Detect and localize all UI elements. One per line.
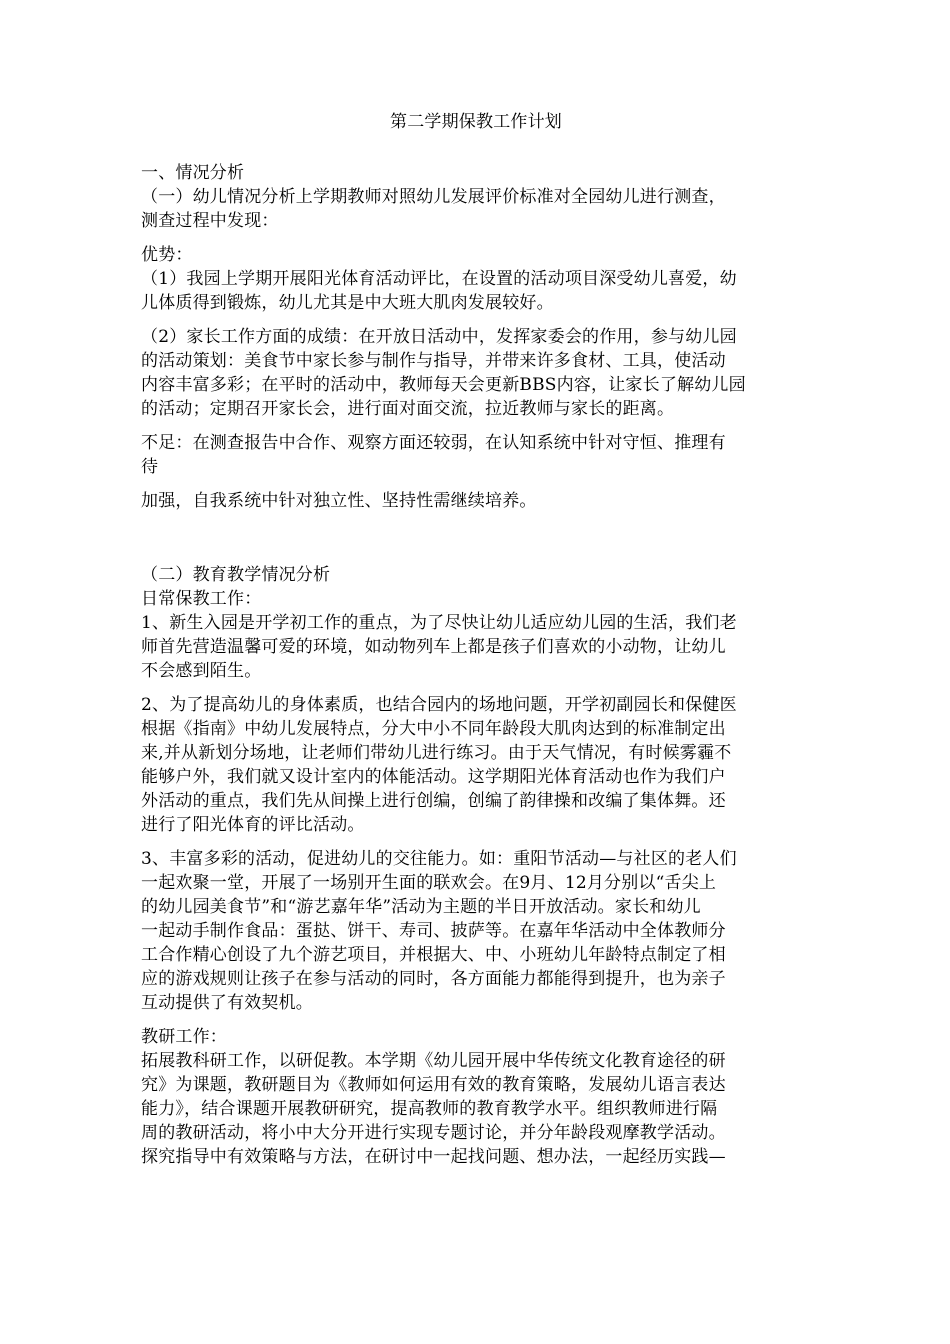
text-line: 进行了阳光体育的评比活动。 (141, 815, 365, 835)
text-line: 不会感到陌生。 (141, 661, 262, 681)
text-line: 2、为了提高幼儿的身体素质，也结合园内的场地问题，开学初副园长和保健医 (141, 695, 737, 715)
text-line: 儿体质得到锻炼，幼儿尤其是中大班大肌肉发展较好。 (141, 293, 554, 313)
text-line: 应的游戏规则让孩子在参与活动的同时，各方面能力都能得到提升，也为亲子 (141, 969, 726, 989)
text-line: 来,并从新划分场地，让老师们带幼儿进行练习。由于天气情况，有时候雾霾不 (141, 743, 732, 763)
sub2-heading: （二）教育教学情况分析 (141, 565, 331, 585)
text-line: 1、新生入园是开学初工作的重点，为了尽快让幼儿适应幼儿园的生活，我们老 (141, 613, 737, 633)
document-title: 第二学期保教工作计划 (390, 112, 562, 132)
text-line: 师首先营造温馨可爱的环境，如动物列车上都是孩子们喜欢的小动物，让幼儿 (141, 637, 726, 657)
text-line: 互动提供了有效契机。 (141, 993, 313, 1013)
text-line: 究》为课题，教研题目为《教师如何运用有效的教育策略，发展幼儿语言表达 (141, 1075, 726, 1095)
section1-heading: 一、情况分析 (141, 163, 245, 183)
deficiency-continued: 加强，自我系统中针对独立性、坚持性需继续培养。 (141, 491, 537, 511)
daily-work-label: 日常保教工作： (141, 589, 262, 609)
item-3-paragraph (141, 847, 811, 1015)
text-line: （2）家长工作方面的成绩：在开放日活动中，发挥家委会的作用，参与幼儿园 (141, 327, 737, 347)
item-2-paragraph (141, 693, 811, 837)
text-line: 内容丰富多彩；在平时的活动中，教师每天会更新BBS内容，让家长了解幼儿园 (141, 375, 746, 395)
document-page (141, 110, 811, 1169)
text-line: （一）幼儿情况分析上学期教师对照幼儿发展评价标准对全园幼儿进行测查， (141, 187, 726, 207)
deficiency-paragraph (141, 431, 811, 479)
text-line: 不足：在测查报告中合作、观察方面还较弱，在认知系统中针对守恒、推理有 (141, 433, 726, 453)
text-line: 外活动的重点，我们先从间操上进行创编，创编了韵律操和改编了集体舞。还 (141, 791, 726, 811)
text-line: 3、丰富多彩的活动，促进幼儿的交往能力。如：重阳节活动—与社区的老人们 (141, 849, 737, 869)
advantage-2-paragraph (141, 325, 811, 421)
text-line: 一起动手制作食品：蛋挞、饼干、寿司、披萨等。在嘉年华活动中全体教师分 (141, 921, 726, 941)
text-line: 能够户外，我们就又设计室内的体能活动。这学期阳光体育活动也作为我们户 (141, 767, 726, 787)
text-line: 拓展教科研工作，以研促教。本学期《幼儿园开展中华传统文化教育途径的研 (141, 1051, 726, 1071)
text-line: 的活动；定期召开家长会，进行面对面交流，拉近教师与家长的距离。 (141, 399, 675, 419)
research-label: 教研工作： (141, 1027, 227, 1047)
item-1-paragraph (141, 611, 811, 683)
text-line: 能力》，结合课题开展教研研究，提高教师的教育教学水平。组织教师进行隔 (141, 1099, 718, 1119)
text-line: 测查过程中发现： (141, 211, 279, 231)
text-line: 根据《指南》中幼儿发展特点，分大中小不同年龄段大肌肉达到的标准制定出 (141, 719, 726, 739)
text-line: 周的教研活动，将小中大分开进行实现专题讨论，并分年龄段观摩教学活动。 (141, 1123, 726, 1143)
sub1-paragraph (141, 185, 811, 233)
text-line: 工合作精心创设了九个游艺项目，并根据大、中、小班幼儿年龄特点制定了相 (141, 945, 726, 965)
research-paragraph (141, 1049, 811, 1169)
text-line: （1）我园上学期开展阳光体育活动评比，在设置的活动项目深受幼儿喜爱，幼 (141, 269, 737, 289)
advantages-label: 优势： (141, 245, 193, 265)
text-line: 待 (141, 457, 159, 477)
text-line: 的活动策划：美食节中家长参与制作与指导，并带来许多食材、工具，使活动 (141, 351, 726, 371)
advantage-1-paragraph (141, 267, 811, 315)
text-line: 的幼儿园美食节”和“游艺嘉年华”活动为主题的半日开放活动。家长和幼儿 (141, 897, 701, 917)
text-line: 一起欢聚一堂，开展了一场别开生面的联欢会。在9月、12月分别以“舌尖上 (141, 873, 717, 893)
text-line: 探究指导中有效策略与方法，在研讨中一起找问题、想办法，一起经历实践— (141, 1147, 726, 1167)
